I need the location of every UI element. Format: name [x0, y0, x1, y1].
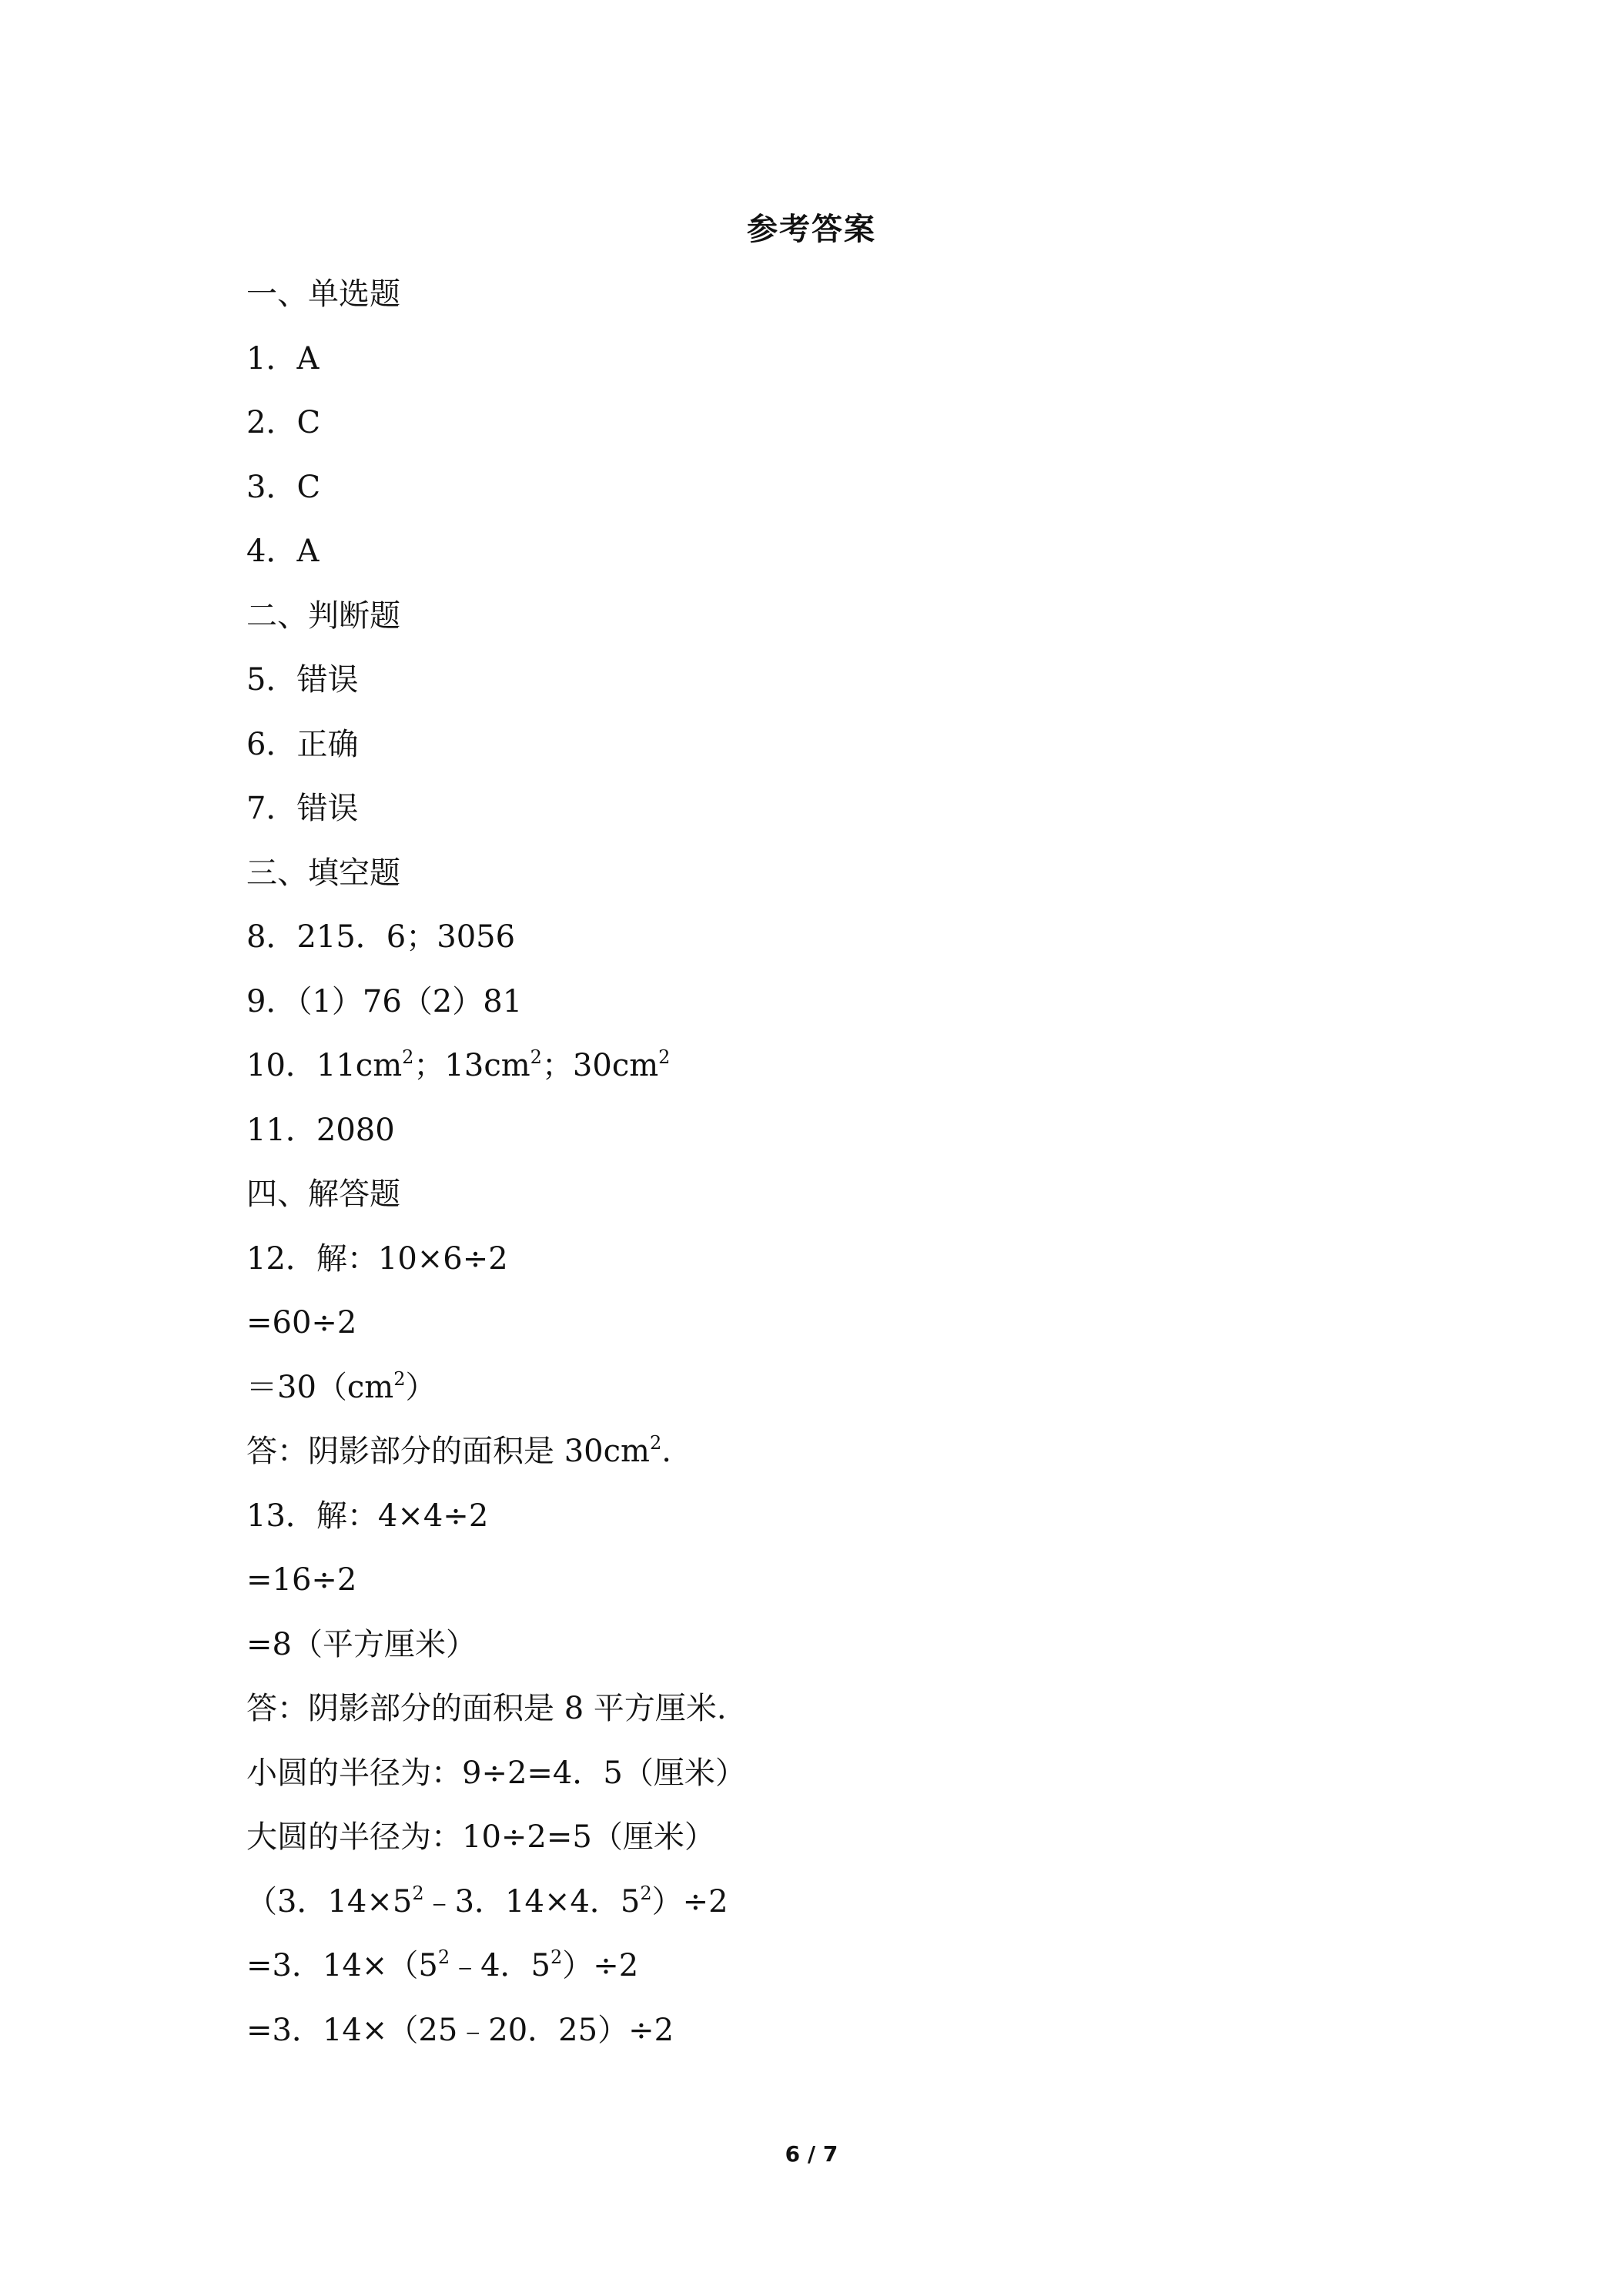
answer-line [246, 657, 1401, 721]
superscript: 2 [437, 1946, 450, 1968]
answer-line [246, 1043, 1401, 1107]
answer-body [246, 271, 1401, 2071]
line-text: 6．正确 [246, 726, 359, 762]
line-text: 大圆的半径为：10÷2=5（厘米） [246, 1819, 715, 1855]
line-text: 三、填空题 [246, 855, 400, 891]
answer-line [246, 271, 1401, 336]
page-number [0, 2139, 1623, 2170]
answer-line [246, 593, 1401, 658]
answer-line [246, 1171, 1401, 1236]
line-text: （3．14×5 [246, 1883, 413, 1919]
answer-line [246, 400, 1401, 464]
answer-line [246, 1364, 1401, 1429]
line-text: 7．错误 [246, 791, 359, 826]
page-number-total: 7 [822, 2141, 838, 2167]
answer-line [246, 1236, 1401, 1300]
answer-line [246, 721, 1401, 786]
line-text: 2．C [246, 405, 321, 440]
page-title: 参考答案 [747, 212, 876, 247]
superscript: 2 [530, 1046, 542, 1068]
line-text: ﹣3．14×4．5 [423, 1883, 641, 1919]
line-text: 5．错误 [246, 662, 359, 698]
answer-line [246, 1300, 1401, 1364]
line-text: 一、单选题 [246, 276, 400, 312]
line-text: 9．（1）76（2）81 [246, 983, 523, 1019]
superscript: 2 [393, 1367, 406, 1390]
answer-line [246, 1879, 1401, 1943]
line-text: 3．C [246, 469, 321, 505]
answer-line [246, 528, 1401, 593]
line-text: =3．14×（25﹣20．25）÷2 [246, 2012, 674, 2048]
page-number-current: 6 [785, 2141, 801, 2167]
line-text: ） [405, 1369, 437, 1405]
superscript: 2 [412, 1882, 424, 1904]
line-text: 1．A [246, 340, 320, 377]
line-text: 答：阴影部分的面积是 8 平方厘米. [246, 1691, 727, 1726]
line-text: ＝30（cm [246, 1369, 394, 1405]
line-text: 答：阴影部分的面积是 30cm [246, 1434, 650, 1469]
line-text: =60÷2 [246, 1305, 357, 1340]
line-text: 四、解答题 [246, 1176, 400, 1212]
line-text: ）÷2 [562, 1948, 639, 1983]
line-text: =8（平方厘米） [246, 1626, 477, 1662]
answer-line [246, 1622, 1401, 1686]
superscript: 2 [550, 1946, 563, 1968]
answer-line [246, 850, 1401, 915]
answer-line [246, 979, 1401, 1043]
answer-line [246, 1107, 1401, 1172]
line-text: 10．11cm [246, 1048, 403, 1083]
line-text: ；13cm [413, 1048, 530, 1083]
line-text: 8．215．6；3056 [246, 919, 516, 955]
line-text: ）÷2 [651, 1883, 728, 1919]
answer-line [246, 2007, 1401, 2072]
answer-line [246, 1557, 1401, 1622]
line-text: 小圆的半径为：9÷2=4．5（厘米） [246, 1755, 746, 1791]
superscript: 2 [658, 1046, 671, 1068]
line-text: 4．A [246, 534, 320, 569]
answer-line [246, 1493, 1401, 1558]
line-text: . [661, 1434, 671, 1469]
line-text: ﹣4．5 [450, 1948, 551, 1983]
answer-line [246, 1685, 1401, 1750]
line-text: 11．2080 [246, 1112, 395, 1148]
line-text: =3．14×（5 [246, 1948, 438, 1983]
line-text: 12．解：10×6÷2 [246, 1240, 508, 1277]
line-text: 13．解：4×4÷2 [246, 1498, 489, 1534]
superscript: 2 [649, 1432, 662, 1454]
answer-line [246, 914, 1401, 979]
answer-line [246, 464, 1401, 529]
answer-line [246, 1943, 1401, 2007]
line-text: 二、判断题 [246, 597, 400, 634]
superscript: 2 [402, 1046, 414, 1068]
line-text: ；30cm [541, 1048, 659, 1083]
superscript: 2 [640, 1882, 652, 1904]
answer-line [246, 336, 1401, 400]
page-number-separator: / [800, 2141, 823, 2167]
answer-line [246, 1428, 1401, 1493]
answer-line [246, 785, 1401, 850]
answer-line [246, 1814, 1401, 1879]
answer-line [246, 1750, 1401, 1815]
line-text: =16÷2 [246, 1562, 357, 1598]
